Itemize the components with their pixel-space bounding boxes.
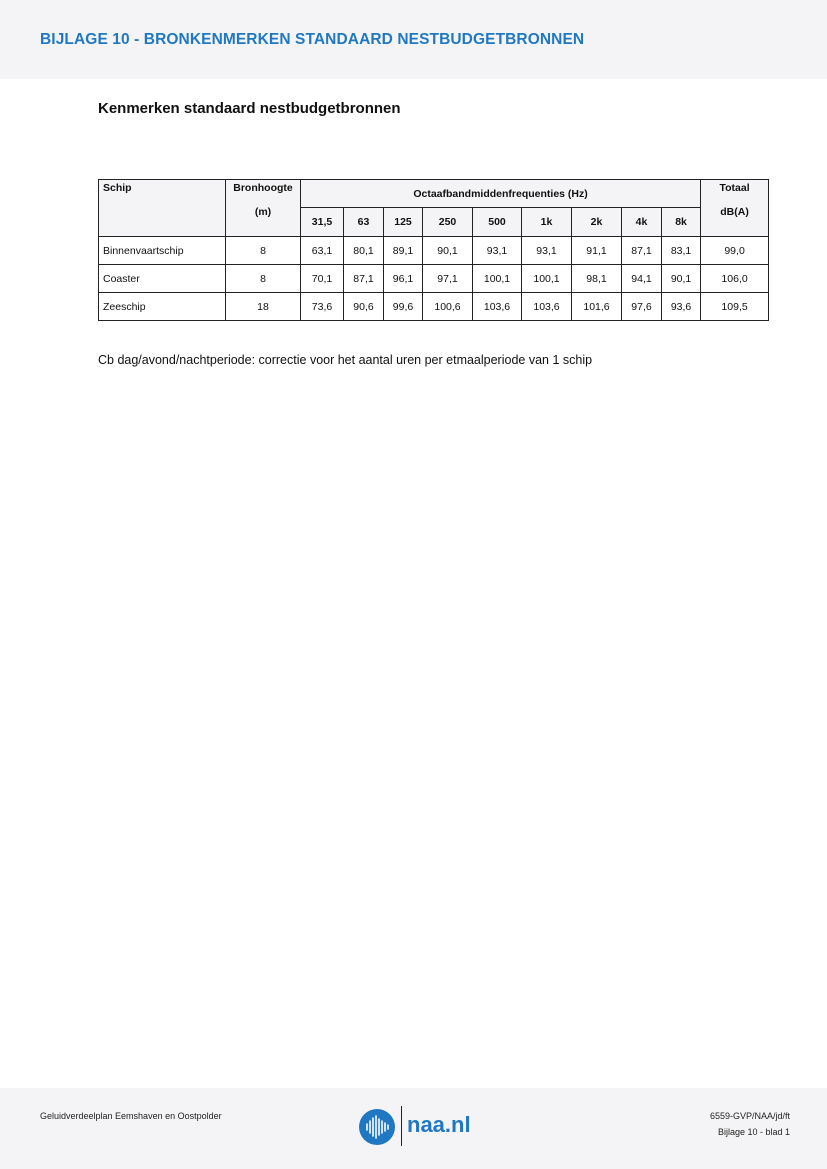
cell-level: 91,1	[572, 237, 622, 265]
cell-level: 90,1	[423, 237, 473, 265]
cell-level: 63,1	[301, 237, 344, 265]
freq-header: 63	[344, 208, 384, 237]
cell-level: 98,1	[572, 265, 622, 293]
cell-level: 100,1	[522, 265, 572, 293]
freq-header: 1k	[522, 208, 572, 237]
table-row	[99, 237, 769, 265]
cell-schip: Zeeschip	[99, 293, 226, 321]
cell-level: 97,1	[423, 265, 473, 293]
footer-band	[0, 1088, 827, 1169]
cell-level: 90,6	[344, 293, 384, 321]
cell-level: 103,6	[473, 293, 522, 321]
freq-header: 8k	[662, 208, 701, 237]
cell-schip: Binnenvaartschip	[99, 237, 226, 265]
cell-level: 83,1	[662, 237, 701, 265]
cell-level: 89,1	[384, 237, 423, 265]
header-bronhoogte-label: Bronhoogte	[233, 182, 293, 194]
cell-level: 90,1	[662, 265, 701, 293]
footer-reference-code: 6559-GVP/NAA/jd/ft	[709, 1111, 790, 1121]
sound-wave-logo-icon	[358, 1108, 396, 1146]
cell-level: 101,6	[572, 293, 622, 321]
cell-totaal: 109,5	[701, 293, 769, 321]
cell-level: 94,1	[622, 265, 662, 293]
cell-level: 87,1	[344, 265, 384, 293]
header-totaal	[701, 180, 769, 237]
cell-level: 100,1	[473, 265, 522, 293]
cell-level: 87,1	[622, 237, 662, 265]
cell-level: 100,6	[423, 293, 473, 321]
cell-level: 70,1	[301, 265, 344, 293]
cell-bronhoogte: 18	[226, 293, 301, 321]
cell-level: 73,6	[301, 293, 344, 321]
header-totaal-label: Totaal	[719, 182, 750, 194]
section-title: Kenmerken standaard nestbudgetbronnen	[98, 100, 401, 117]
freq-header: 4k	[622, 208, 662, 237]
freq-header: 250	[423, 208, 473, 237]
cell-schip: Coaster	[99, 265, 226, 293]
logo-text: naa.nl	[407, 1112, 471, 1137]
header-bronhoogte	[226, 180, 301, 237]
freq-header: 500	[473, 208, 522, 237]
header-bronhoogte-unit: (m)	[254, 206, 272, 218]
cell-level: 97,6	[622, 293, 662, 321]
cell-level: 80,1	[344, 237, 384, 265]
cell-totaal: 99,0	[701, 237, 769, 265]
cell-level: 93,1	[473, 237, 522, 265]
table-row	[99, 293, 769, 321]
header-totaal-unit: dB(A)	[720, 206, 749, 218]
cell-bronhoogte: 8	[226, 237, 301, 265]
header-schip: Schip	[99, 180, 226, 237]
freq-header: 2k	[572, 208, 622, 237]
cell-level: 93,6	[662, 293, 701, 321]
cell-level: 103,6	[522, 293, 572, 321]
cell-bronhoogte: 8	[226, 265, 301, 293]
table-note: Cb dag/avond/nachtperiode: correctie voor het aantal uren per etmaalperiode van 1 schip	[98, 353, 593, 367]
freq-header: 31,5	[301, 208, 344, 237]
cell-level: 99,6	[384, 293, 423, 321]
footer-document-reference	[710, 1108, 790, 1140]
cell-level: 96,1	[384, 265, 423, 293]
page-header-title: BIJLAGE 10 - BRONKENMERKEN STANDAARD NESTBUDGETBRONNEN	[40, 31, 585, 48]
freq-header: 125	[384, 208, 423, 237]
footer-page-label: Bijlage 10 - blad 1	[717, 1127, 790, 1137]
table-row	[99, 265, 769, 293]
footer-project-name: Geluidverdeelplan Eemshaven en Oostpolder	[40, 1111, 222, 1121]
logo-divider	[401, 1106, 402, 1146]
header-band	[0, 0, 827, 79]
source-characteristics-table	[98, 179, 769, 321]
table-header-row	[99, 180, 769, 208]
cell-totaal: 106,0	[701, 265, 769, 293]
header-octaafband: Octaafbandmiddenfrequenties (Hz)	[301, 180, 701, 208]
cell-level: 93,1	[522, 237, 572, 265]
